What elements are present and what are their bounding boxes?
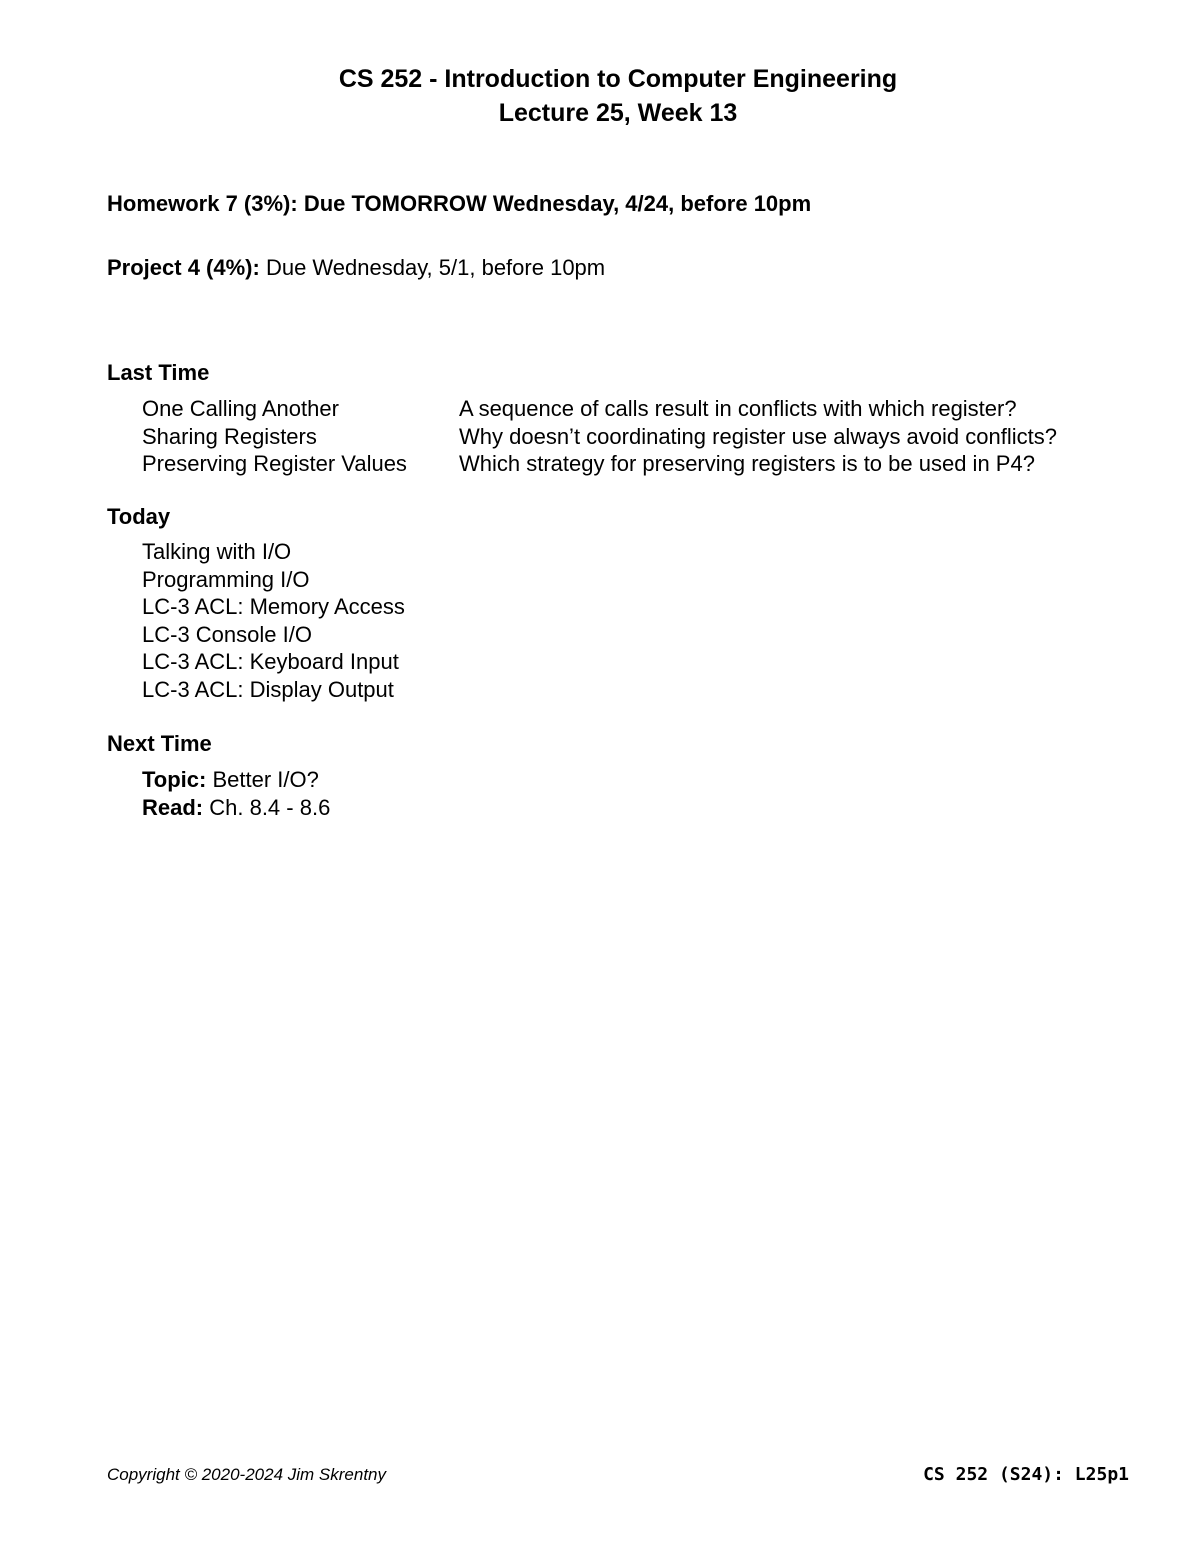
list-item: Programming I/O [142, 566, 310, 592]
homework-announcement: Homework 7 (3%): Due TOMORROW Wednesday, 4/24, before 10pm [107, 191, 812, 216]
read-value: Ch. 8.4 - 8.6 [203, 794, 331, 820]
list-item: LC-3 Console I/O [142, 621, 312, 647]
list-item: A sequence of calls result in conflicts with which register? [459, 396, 1017, 421]
list-item: One Calling Another [142, 396, 339, 421]
page-identifier: CS 252 (S24): L25p1 [923, 1464, 1129, 1485]
list-item: Which strategy for preserving registers is to be used in P4? [459, 451, 1035, 476]
project-text: Due Wednesday, 5/1, before 10pm [259, 255, 606, 280]
page-title: CS 252 - Introduction to Computer Engineering [338, 65, 898, 93]
project-announcement [107, 254, 605, 282]
list-item: LC-3 ACL: Keyboard Input [142, 649, 399, 674]
page-subtitle: Lecture 25, Week 13 [498, 99, 738, 127]
list-item: Preserving Register Values [142, 451, 407, 476]
list-item: Sharing Registers [142, 423, 317, 449]
list-item: Talking with I/O [142, 539, 292, 564]
next-topic [142, 766, 330, 794]
today-topics [142, 538, 405, 703]
project-label: Project 4 (4%): [107, 255, 260, 280]
list-item: LC-3 ACL: Memory Access [142, 594, 405, 619]
list-item: LC-3 ACL: Display Output [142, 676, 394, 702]
today-heading: Today [107, 504, 171, 529]
read-label: Read: [142, 794, 204, 820]
last-time-questions [459, 395, 1057, 478]
topic-label: Topic: [142, 767, 207, 792]
next-reading [142, 794, 330, 822]
next-time-details [142, 766, 330, 821]
topic-value: Better I/O? [206, 767, 319, 792]
copyright-notice: Copyright © 2020-2024 Jim Skrentny [107, 1465, 386, 1484]
last-time-heading: Last Time [107, 360, 210, 385]
last-time-topics [142, 395, 407, 478]
list-item: Why doesn’t coordinating register use always avoid conflicts? [459, 423, 1057, 449]
title-block [0, 62, 1200, 130]
next-time-heading: Next Time [107, 731, 212, 756]
